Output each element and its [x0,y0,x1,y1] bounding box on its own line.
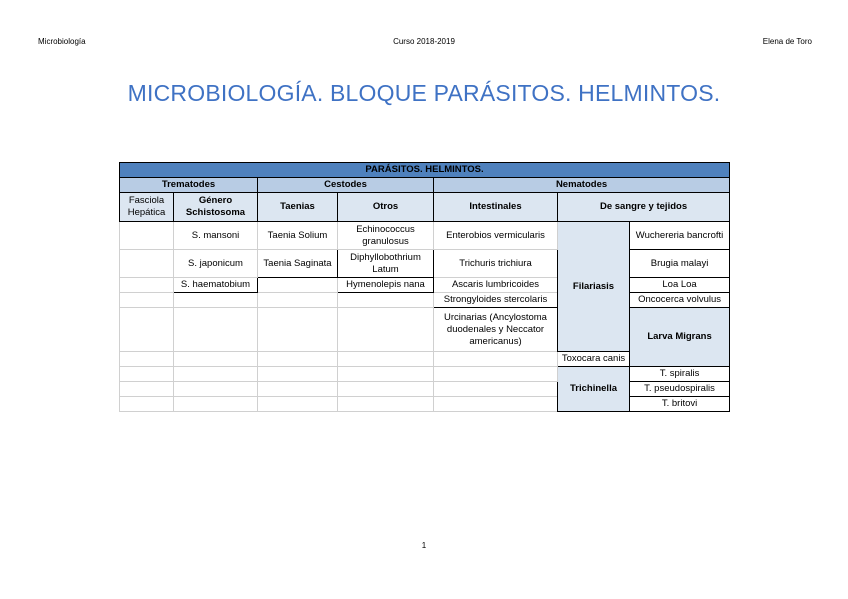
table-cell [258,308,338,352]
table-cell [120,367,174,382]
table-cell [338,382,434,397]
group-trematodes: Trematodes [120,178,258,193]
header-center: Curso 2018-2019 [393,37,455,46]
table-cell [258,278,338,293]
header-right: Elena de Toro [762,37,812,46]
table-cell [120,352,174,367]
group-nematodes: Nematodes [434,178,730,193]
table-cell [120,278,174,293]
group-cestodes: Cestodes [258,178,434,193]
subheader-intestinales: Intestinales [434,193,558,222]
table-cell: S. haematobium [174,278,258,293]
table-cell [258,352,338,367]
category-trichinella: Trichinella [558,367,630,412]
table-cell [434,382,558,397]
table-cell: Wuchereria bancrofti [630,222,730,250]
table-cell: Brugia malayi [630,250,730,278]
table-cell: Urcinarias (Ancylostoma duodenales y Neccator americanus) [434,308,558,352]
header-left: Microbiología [38,37,86,46]
table-cell: Enterobios vermicularis [434,222,558,250]
table-cell [258,367,338,382]
subheader-genero: Género Schistosoma [174,193,258,222]
table-cell [120,397,174,412]
table-title: PARÁSITOS. HELMINTOS. [120,163,730,178]
table-cell [258,397,338,412]
table-cell [174,308,258,352]
table-cell [338,397,434,412]
table-cell [338,293,434,308]
table-cell: S. japonicum [174,250,258,278]
table-cell [174,382,258,397]
table-cell [338,308,434,352]
table-cell [434,352,558,367]
table-cell: Echinococcus granulosus [338,222,434,250]
table-cell: Taenia Saginata [258,250,338,278]
table-cell [338,367,434,382]
table-cell: T. spiralis [630,367,730,382]
table-cell [258,382,338,397]
table-cell: Hymenolepis nana [338,278,434,293]
table-cell [120,250,174,278]
subheader-otros: Otros [338,193,434,222]
subheader-sangre: De sangre y tejidos [558,193,730,222]
table-cell: T. britovi [630,397,730,412]
category-filariasis: Filariasis [558,222,630,352]
table-cell [338,352,434,367]
table-cell [434,367,558,382]
page-number: 1 [421,541,427,550]
subheader-taenias: Taenias [258,193,338,222]
table-cell: Toxocara canis [558,352,630,367]
table-cell [120,308,174,352]
subheader-fasciola: Fasciola Hepática [120,193,174,222]
table-cell: Ascaris lumbricoides [434,278,558,293]
table-cell [258,293,338,308]
table-cell: Strongyloides stercolaris [434,293,558,308]
table-cell [434,397,558,412]
helmintos-table [119,162,730,412]
page-title: MICROBIOLOGÍA. BLOQUE PARÁSITOS. HELMINTOS. [127,80,721,106]
table-cell [174,367,258,382]
table-cell [174,293,258,308]
category-larva-migrans: Larva Migrans [630,308,730,367]
table-cell [174,397,258,412]
table-cell [120,382,174,397]
table-cell: T. pseudospiralis [630,382,730,397]
table-cell: Diphyllobothrium Latum [338,250,434,278]
table-cell: Taenia Solium [258,222,338,250]
table-cell [120,222,174,250]
table-cell: Trichuris trichiura [434,250,558,278]
table-cell: Oncocerca volvulus [630,293,730,308]
table-cell [174,352,258,367]
table-cell: Loa Loa [630,278,730,293]
table-cell [120,293,174,308]
table-cell: S. mansoni [174,222,258,250]
